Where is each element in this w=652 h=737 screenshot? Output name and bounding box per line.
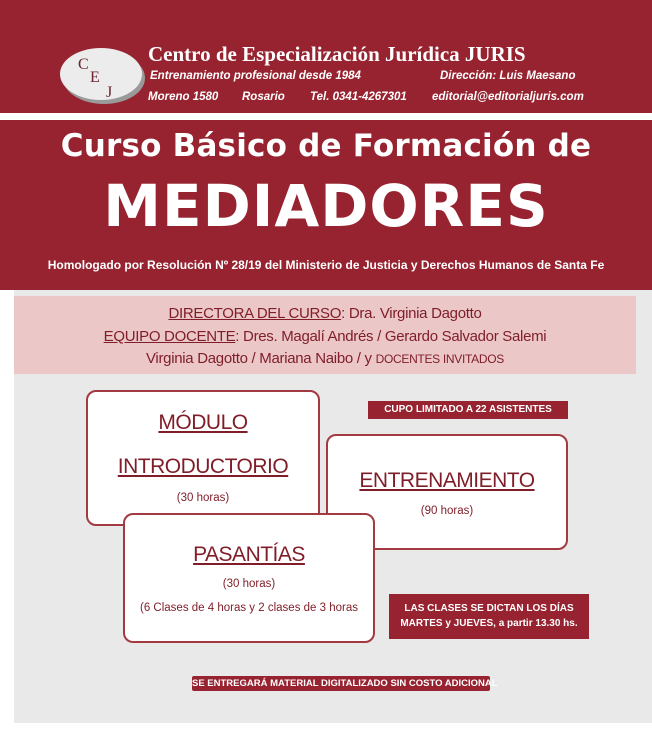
schedule-line-1: LAS CLASES SE DICTAN LOS DÍAS <box>404 603 574 614</box>
svg-text:C: C <box>78 56 89 73</box>
team-label: EQUIPO DOCENTE <box>103 328 236 345</box>
director-row <box>14 305 636 322</box>
city: Rosario <box>242 91 285 103</box>
cej-logo <box>58 45 148 105</box>
org-name: Centro de Especialización Jurídica JURIS <box>148 42 526 66</box>
internship-detail: (6 Clases de 4 horas y 2 clases de 3 horas <box>140 602 358 614</box>
team-invited: DOCENTES INVITADOS <box>375 352 504 366</box>
team-line2: Virginia Dagotto / Mariana Naibo / y <box>146 350 372 367</box>
team-row <box>14 328 636 345</box>
intro-title-1: MÓDULO <box>158 411 248 434</box>
internship-hours: (30 horas) <box>222 578 276 590</box>
team-row-2 <box>14 350 636 367</box>
intro-hours: (30 horas) <box>176 492 230 504</box>
material-note: SE ENTREGARÁ MATERIAL DIGITALIZADO SIN COSTO ADICIONAL <box>192 678 498 689</box>
director-value: : Dra. Virginia Dagotto <box>341 305 482 322</box>
svg-text:E: E <box>90 69 100 86</box>
course-title-line2: MEDIADORES <box>103 172 549 240</box>
resolution-text: Homologado por Resolución Nº 28/19 del Ministerio de Justicia y Derechos Humanos de Santa Fe <box>47 258 605 272</box>
svg-text:J: J <box>106 84 113 101</box>
team-value: : Dres. Magalí Andrés / Gerardo Salvador Salemi <box>235 328 547 345</box>
schedule-line-2: MARTES y JUEVES, a partir 13.30 hs. <box>400 618 578 629</box>
intro-title-2: INTRODUCTORIO <box>117 455 289 478</box>
tagline: Entrenamiento profesional desde 1984 <box>150 70 361 82</box>
address: Moreno 1580 <box>148 91 219 103</box>
capacity-badge: CUPO LIMITADO A 22 ASISTENTES <box>368 401 568 419</box>
training-title: ENTRENAMIENTO <box>359 469 535 492</box>
schedule-box <box>389 594 589 639</box>
course-title-line1: Curso Básico de Formación de <box>60 128 592 164</box>
director-line: Dirección: Luis Maesano <box>440 70 576 82</box>
training-hours: (90 horas) <box>420 505 474 517</box>
phone: Tel. 0341-4267301 <box>310 91 407 103</box>
internship-title: PASANTÍAS <box>193 543 305 566</box>
director-label: DIRECTORA DEL CURSO <box>168 305 342 322</box>
email: editorial@editorialjuris.com <box>432 91 584 103</box>
